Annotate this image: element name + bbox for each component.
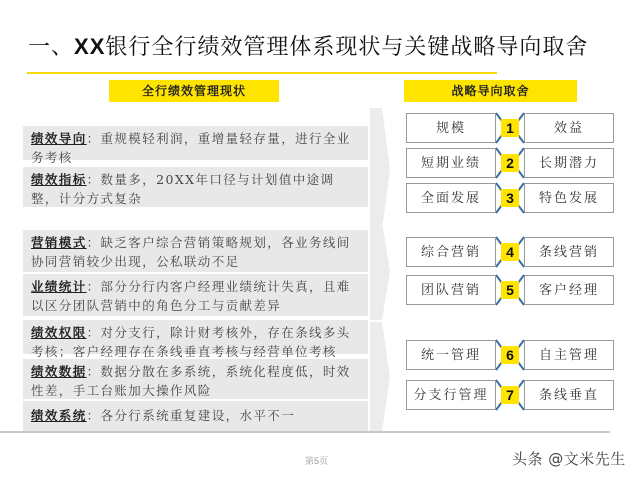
status-text: ：部分分行内客户经理业绩统计失真，且难以区分团队营销中的角色分工与贡献差异 <box>31 279 351 313</box>
status-keyword: 绩效指标 <box>31 172 87 187</box>
status-item <box>23 401 368 431</box>
status-item <box>23 167 368 207</box>
status-keyword: 营销模式 <box>31 235 87 250</box>
status-item <box>23 126 368 165</box>
chevron-arrow-icon <box>370 108 390 230</box>
chevron-arrow-icon <box>370 322 390 432</box>
tradeoff-number-badge: 5 <box>501 281 519 299</box>
tradeoff-number-badge: 6 <box>501 346 519 364</box>
status-text: ：数量多，20XX年口径与计划值中途调整，计分方式复杂 <box>31 172 335 206</box>
header-strategy-tradeoff: 战略导向取舍 <box>404 80 577 102</box>
status-keyword: 绩效数据 <box>31 364 87 379</box>
tradeoff-right: 客户经理 <box>524 275 614 305</box>
tradeoff-number-badge: 2 <box>501 154 519 172</box>
tradeoff-left: 短期业绩 <box>406 148 496 178</box>
tradeoff-right: 条线营销 <box>524 237 614 267</box>
status-text: ：对分支行，除计财考核外，存在条线多头考核；客户经理存在条线垂直考核与经营单位考核 <box>31 325 351 359</box>
tradeoff-right: 长期潜力 <box>524 148 614 178</box>
tradeoff-left: 综合营销 <box>406 237 496 267</box>
page-title <box>28 30 588 61</box>
footer-divider <box>0 431 610 433</box>
tradeoff-left: 全面发展 <box>406 183 496 213</box>
title-rest: 银行全行绩效管理体系现状与关键战略导向取舍 <box>105 35 589 60</box>
status-text: ：数据分散在多系统，系统化程度低，时效性差，手工台账加大操作风险 <box>31 364 351 398</box>
status-item <box>23 359 368 399</box>
title-underline <box>27 72 497 74</box>
status-keyword: 业绩统计 <box>31 279 87 294</box>
status-keyword: 绩效导向 <box>31 131 87 146</box>
title-prefix: 一、 <box>28 35 75 60</box>
header-current-status: 全行绩效管理现状 <box>109 80 279 102</box>
tradeoff-right: 效益 <box>524 113 614 143</box>
page-number: 第5页 <box>305 456 329 466</box>
tradeoff-right: 自主管理 <box>524 340 614 370</box>
tradeoff-number-badge: 4 <box>501 243 519 261</box>
watermark: 头条 @文米先生 <box>512 450 626 468</box>
tradeoff-left: 统一管理 <box>406 340 496 370</box>
tradeoff-right: 条线垂直 <box>524 380 614 410</box>
status-item <box>23 320 368 359</box>
tradeoff-right: 特色发展 <box>524 183 614 213</box>
status-text: ：重规模轻利润，重增量轻存量，进行全业务考核 <box>31 131 351 165</box>
status-keyword: 绩效系统 <box>31 408 87 423</box>
chevron-arrow-icon <box>370 222 390 320</box>
tradeoff-number-badge: 7 <box>501 386 519 404</box>
status-keyword: 绩效权限 <box>31 325 87 340</box>
status-text: ：缺乏客户综合营销策略规划，各业务线间协同营销较少出现，公私联动不足 <box>31 235 351 269</box>
tradeoff-number-badge: 1 <box>501 119 519 137</box>
tradeoff-left: 团队营销 <box>406 275 496 305</box>
tradeoff-number-badge: 3 <box>501 189 519 207</box>
tradeoff-left: 规模 <box>406 113 496 143</box>
status-item <box>23 274 368 316</box>
status-item <box>23 230 368 272</box>
title-bold: XX <box>74 34 106 59</box>
tradeoff-left: 分支行管理 <box>406 380 496 410</box>
status-text: ：各分行系统重复建设，水平不一 <box>86 408 296 423</box>
